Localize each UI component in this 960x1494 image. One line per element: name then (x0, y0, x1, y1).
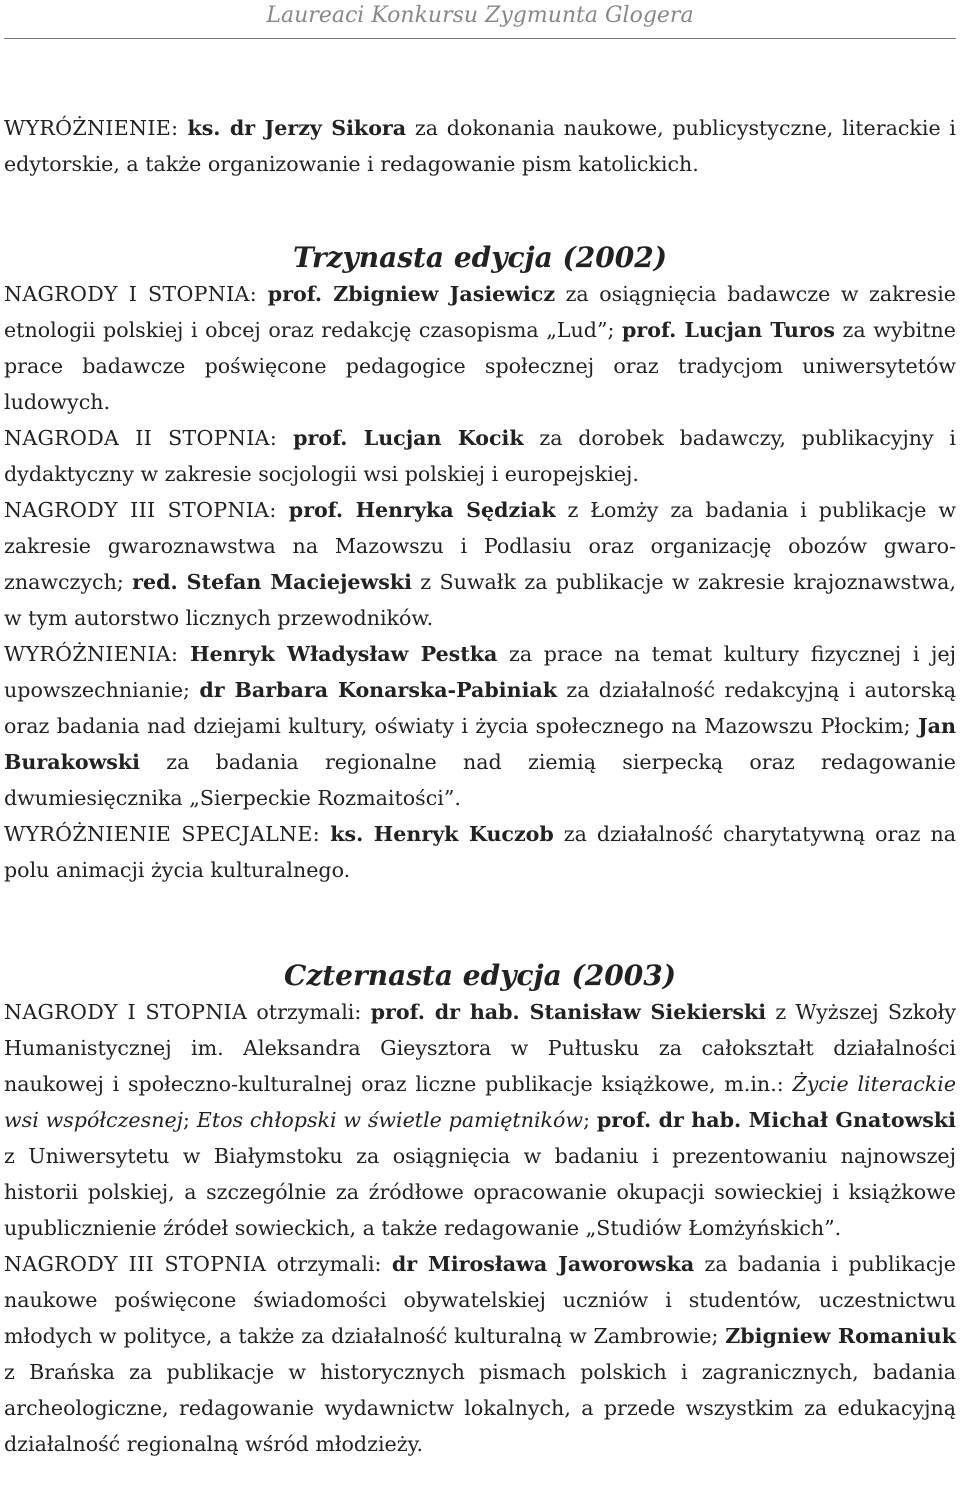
laureate-name: ks. dr Jerzy Sikora (187, 116, 407, 140)
award-category-label: WYRÓŻNIENIE: (4, 116, 188, 140)
book-title: Etos chłopski w świetle pamiętników (196, 1108, 584, 1132)
separator: ; (583, 1108, 597, 1132)
award-description: za osiągnięcia badawcze w zakresie etnologii polskiej i obcej oraz redakcję czasopisma „Lud”; (4, 282, 956, 342)
award-paragraph-2003-third (4, 1246, 956, 1462)
laureate-name: prof. Henryka Sędziak (288, 498, 556, 522)
award-category-label: WYRÓŻNIENIE SPECJALNE: (4, 822, 331, 846)
laureate-name: prof. Lucjan Kocik (293, 426, 524, 450)
award-category-label: NAGRODY I STOPNIA (4, 1000, 248, 1024)
award-description: z Uniwersytetu w Białymstoku za osiągnięcia w badaniu i prezentowaniu najnowszej historii polskiej, a szczególnie za źródłowe opracowanie okupacji sowieckiej i książkowe upublicznienie źródeł sowieckich, a także redagowanie „Studiów Łomżyńskich”. (4, 1144, 956, 1240)
award-received-text: otrzymali: (247, 1000, 371, 1024)
award-description: za prace na temat kultury fizycznej i jej upowszechnianie; (4, 642, 956, 702)
separator: ; (183, 1108, 197, 1132)
award-category-label: WYRÓŻNIENIA: (4, 642, 191, 666)
award-description: za działalność charytatywną oraz na polu animacji życia kulturalnego. (4, 822, 956, 882)
header-divider (4, 38, 956, 39)
laureate-name: prof. dr hab. Stanisław Siekierski (370, 1000, 767, 1024)
edition-heading-2003: Czternasta edycja (2003) (284, 959, 676, 992)
award-description: z Wyższej Szkoły Humanistycznej im. Aleksandra Gieysztora w Pułtusku za całokształt działalności naukowej i społeczno-kulturalnej oraz liczne publikacje książkowe, m.in.: (4, 1000, 956, 1096)
edition-heading-2002: Trzynasta edycja (2002) (293, 241, 667, 274)
award-category-label: NAGRODY III STOPNIA: (4, 498, 289, 522)
award-paragraph-2002-second (4, 420, 956, 492)
award-description: za działalność redakcyjną i autorską oraz badania nad dziejami kultury, oświaty i życia społecznego na Mazowszu Płockim; (4, 678, 956, 738)
running-header (0, 0, 960, 36)
award-description: z Łomży za badania i publikacje w zakresie gwaroznawstwa na Mazowszu i Podlasiu oraz organizację obozów gwaroznawczych; (4, 498, 956, 594)
laureate-name: prof. Zbigniew Jasiewicz (267, 282, 556, 306)
award-description: za badania i publikacje naukowe poświęcone świadomości obywatelskiej uczniów i studentów, uczestnictwu młodych w polityce, a także za działalność kulturalną w Zambrowie; (4, 1252, 956, 1348)
award-paragraph-2002-special (4, 816, 956, 888)
page-content (4, 110, 956, 1462)
award-description: za dokonania naukowe, publicystyczne, literackie i edytorskie, a także organizowanie i redagowanie pism katolickich. (4, 116, 956, 176)
laureate-name: prof. dr hab. Michał Gnatowski (596, 1108, 956, 1132)
award-description: z Brańska za publikacje w historycznych pismach polskich i zagranicznych, badania archeologiczne, redagowanie wydawnictw lokalnych, a przede wszystkim za edukacyjną działalność regionalną wśród młodzieży. (4, 1360, 956, 1456)
award-paragraph-2002-distinctions (4, 636, 956, 816)
award-received-text: otrzymali: (266, 1252, 392, 1276)
award-description: za dorobek badawczy, publikacyjny i dydaktyczny w zakresie socjologii wsi polskiej i europejskiej. (4, 426, 956, 486)
award-category-label: NAGRODA II STOPNIA: (4, 426, 294, 450)
award-description: z Suwałk za publikacje w zakresie krajoznawstwa, w tym autorstwo licznych przewodników. (4, 570, 956, 630)
award-paragraph-2002-third (4, 492, 956, 636)
laureate-name: ks. Henryk Kuczob (330, 822, 554, 846)
laureate-name: Zbigniew Romaniuk (725, 1324, 956, 1348)
laureate-name: dr Mirosława Jaworowska (391, 1252, 695, 1276)
award-paragraph-2003-first (4, 994, 956, 1246)
award-paragraph-2002-first (4, 276, 956, 420)
laureate-name: Jan Burakowski (4, 714, 956, 774)
laureate-name: prof. Lucjan Turos (622, 318, 835, 342)
running-header-title: Laureaci Konkursu Zygmunta Glogera (266, 3, 694, 28)
award-paragraph-2001-special (4, 110, 956, 182)
award-description: za badania regionalne nad ziemią sierpecką oraz redagowanie dwumiesięcznika „Sierpeckie Rozmaitości”. (4, 750, 956, 810)
award-category-label: NAGRODY III STOPNIA (4, 1252, 267, 1276)
laureate-name: Henryk Władysław Pestka (190, 642, 498, 666)
book-title: Życie literackie wsi współczesnej (4, 1072, 957, 1132)
laureate-name: red. Stefan Maciejewski (132, 570, 412, 594)
award-category-label: NAGRODY I STOPNIA: (4, 282, 268, 306)
laureate-name: dr Barbara Konarska-Pabiniak (199, 678, 558, 702)
award-description: za wybitne prace badawcze poświęcone pedagogice społecznej oraz tradycjom uniwersytetów ludowych. (4, 318, 956, 414)
